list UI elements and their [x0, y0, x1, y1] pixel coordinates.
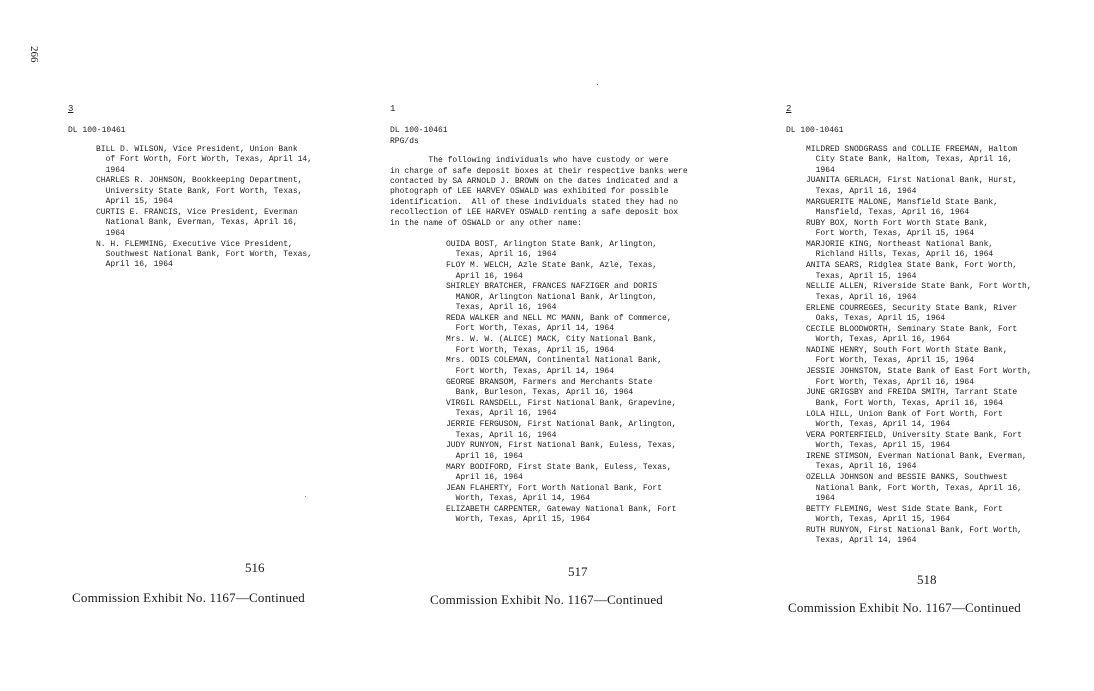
exhibit-caption: Commission Exhibit No. 1167—Continued — [788, 600, 1021, 615]
column-marker: 2 — [786, 104, 792, 114]
list-item: JUDY RUNYON, First National Bank, Euless, Texas, April 16, 1964 — [446, 441, 677, 461]
exhibit-caption: Commission Exhibit No. 1167—Continued — [430, 592, 663, 607]
document-column-516 — [68, 104, 348, 271]
list-item: BETTY FLEMING, West Side State Bank, Fort Worth, Texas, April 15, 1964 — [806, 504, 1003, 525]
list-item: JESSIE JOHNSTON, State Bank of East Fort Worth, Fort Worth, Texas, April 16, 1964 — [806, 367, 1032, 387]
list-item: NELLIE ALLEN, Riverside State Bank, Fort Worth, Texas, April 16, 1964 — [806, 282, 1032, 302]
list-item: ELIZABETH CARPENTER, Gateway National Bank, Fort Worth, Texas, April 15, 1964 — [446, 504, 677, 525]
scan-speck — [305, 496, 306, 497]
list-item: ANITA SEARS, Ridglea State Bank, Fort Worth, Texas, April 15, 1964 — [806, 261, 1018, 281]
list-item: GEORGE BRANSOM, Farmers and Merchants State Bank, Burleson, Texas, April 16, 1964 — [446, 377, 653, 398]
list-item: JEAN FLAHERTY, Fort Worth National Bank, Fort Worth, Texas, April 14, 1964 — [446, 483, 663, 504]
list-item: ERLENE COURREGES, Security State Bank, River Oaks, Texas, April 15, 1964 — [806, 303, 1018, 324]
list-item: N. H. FLEMMING, Executive Vice President, Southwest National Bank, Fort Worth, Texas, April 16, 1964 — [96, 239, 313, 270]
contact-list — [786, 145, 1076, 547]
intro-paragraph: The following individuals who have custody or were in charge of safe deposit boxes at their respective banks were contacted by SA ARNOLD J. BROWN on the dates indicated and a photograph of LEE HARVEY OSWALD was exhibited for possible identification. All of these individuals stated they had no recollection of LEE HARVEY OSWALD renting a safe deposit box in the name of OSWALD or any other name: — [390, 156, 688, 228]
list-item: SHIRLEY BRATCHER, FRANCES NAFZIGER and DORIS MANOR, Arlington National Bank, Arlington, Texas, April 16, 1964 — [446, 282, 658, 313]
list-item: CHARLES R. JOHNSON, Bookkeeping Department, University State Bank, Fort Worth, Texas, April 15, 1964 — [96, 176, 303, 207]
file-initials: RPG/ds — [390, 136, 419, 146]
list-item: VIRGIL RANSDELL, First National Bank, Grapevine, Texas, April 16, 1964 — [446, 398, 677, 419]
contact-list — [390, 240, 730, 526]
exhibit-number: 516 — [245, 560, 265, 575]
list-item: Mrs. ODIS COLEMAN, Continental National Bank, Fort Worth, Texas, April 14, 1964 — [446, 356, 663, 376]
list-item: REDA WALKER and NELL MC MANN, Bank of Commerce, Fort Worth, Texas, April 14, 1964 — [446, 314, 672, 334]
exhibit-number: 518 — [917, 572, 937, 587]
list-item: JUNE GRIGSBY and FREIDA SMITH, Tarrant State Bank, Fort Worth, Texas, April 16, 1964 — [806, 388, 1018, 408]
column-marker: 1 — [390, 104, 396, 114]
scan-speck — [597, 84, 598, 85]
list-item: BILL D. WILSON, Vice President, Union Bank of Fort Worth, Fort Worth, Texas, April 14, 1964 — [96, 144, 313, 175]
list-item: CURTIS E. FRANCIS, Vice President, Everman National Bank, Everman, Texas, April 16, 1964 — [96, 208, 298, 238]
list-item: MARGUERITE MALONE, Mansfield State Bank, Mansfield, Texas, April 16, 1964 — [806, 197, 999, 218]
list-item: RUBY BOX, North Fort Worth State Bank, Fort Worth, Texas, April 15, 1964 — [806, 218, 989, 239]
file-number: DL 100-10461 — [390, 126, 448, 136]
list-item: FLOY M. WELCH, Azle State Bank, Azle, Texas, April 16, 1964 — [446, 261, 658, 281]
list-item: OZELLA JOHNSON and BESSIE BANKS, Southwest National Bank, Fort Worth, Texas, April 16, 1964 — [806, 473, 1023, 504]
exhibit-number: 517 — [568, 564, 588, 579]
list-item: MILDRED SNODGRASS and COLLIE FREEMAN, Haltom City State Bank, Haltom, Texas, April 16, 1964 — [806, 144, 1018, 175]
document-column-518 — [786, 104, 1076, 547]
list-item: RUTH RUNYON, First National Bank, Fort Worth, Texas, April 14, 1964 — [806, 526, 1023, 546]
list-item: MARJORIE KING, Northeast National Bank, Richland Hills, Texas, April 16, 1964 — [806, 240, 994, 260]
list-item: CECILE BLOODWORTH, Seminary State Bank, Fort Worth, Texas, April 16, 1964 — [806, 324, 1018, 345]
file-number: DL 100-10461 — [68, 126, 126, 136]
exhibit-caption: Commission Exhibit No. 1167—Continued — [72, 590, 305, 605]
list-item: JUANITA GERLACH, First National Bank, Hurst, Texas, April 16, 1964 — [806, 176, 1018, 196]
contact-list — [68, 145, 348, 271]
list-item: IRENE STIMSON, Everman National Bank, Everman, Texas, April 16, 1964 — [806, 452, 1027, 472]
column-marker: 3 — [68, 104, 74, 114]
list-item: JERRIE FERGUSON, First National Bank, Arlington, Texas, April 16, 1964 — [446, 420, 677, 440]
list-item: VERA PORTERFIELD, University State Bank, Fort Worth, Texas, April 15, 1964 — [806, 430, 1023, 451]
document-column-517 — [390, 104, 730, 526]
list-item: Mrs. W. W. (ALICE) MACK, City National Bank, Fort Worth, Texas, April 15, 1964 — [446, 335, 658, 355]
list-item: OUIDA BOST, Arlington State Bank, Arlington, Texas, April 16, 1964 — [446, 240, 658, 260]
list-item: MARY BODIFORD, First State Bank, Euless, Texas, April 16, 1964 — [446, 462, 672, 482]
file-number: DL 100-10461 — [786, 126, 844, 136]
page-number: 266 — [28, 46, 40, 63]
list-item: NADINE HENRY, South Fort Worth State Bank, Fort Worth, Texas, April 15, 1964 — [806, 346, 1008, 366]
list-item: LOLA HILL, Union Bank of Fort Worth, Fort Worth, Texas, April 14, 1964 — [806, 409, 1003, 430]
